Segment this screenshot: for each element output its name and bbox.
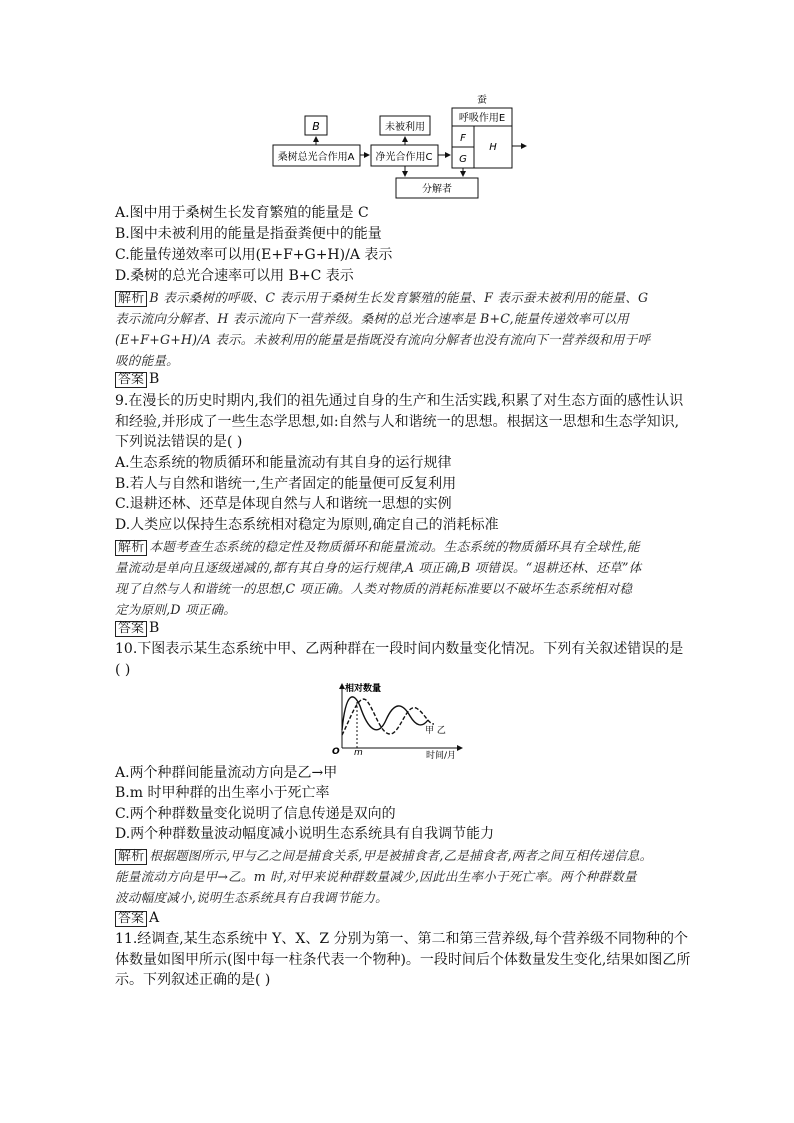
q9-answer	[115, 618, 159, 638]
q8-expl-line-2: 表示流向分解者、H 表示流向下一营养级。桑树的总光合速率是 B+C,能量传递效率可以用	[115, 311, 629, 326]
q8-option-d: D.桑树的总光合速率可以用 B+C 表示	[115, 268, 354, 284]
q8-option-b: B.图中未被利用的能量是指蚕粪便中的能量	[115, 226, 382, 242]
q9-explanation	[115, 536, 685, 620]
explanation-tag: 解析	[115, 291, 147, 307]
silkworm-label: 蚕	[477, 95, 487, 106]
q9-option-b: B.若人与自然和谐统一,生产者固定的能量便可反复利用	[115, 476, 457, 492]
answer-tag: 答案	[115, 621, 147, 637]
q8-expl-line-3: (E+F+G+H)/A 表示。未被利用的能量是指既没有流向分解者也没有流向下一营养级和用于呼	[115, 332, 651, 347]
x-axis-label: 时间/月	[426, 751, 457, 761]
q9-option-c: C.退耕还林、还草是体现自然与人和谐统一思想的实例	[115, 496, 452, 512]
q10-answer-value: A	[149, 910, 160, 926]
box-net-label: 净光合作用C	[375, 152, 433, 163]
q9-answer-value: B	[149, 620, 160, 636]
explanation-tag: 解析	[115, 540, 147, 556]
energy-flow-diagram	[270, 92, 530, 202]
explanation-tag: 解析	[115, 849, 147, 865]
box-resp-label: 呼吸作用E	[458, 113, 506, 124]
q9-expl-line-1: 本题考查生态系统的稳定性及物质循环和能量流动。生态系统的物质循环具有全球性,能	[149, 539, 640, 554]
q8-option-a: A.图中用于桑树生长发育繁殖的能量是 C	[115, 205, 369, 221]
q8-answer	[115, 369, 159, 389]
answer-tag: 答案	[115, 911, 147, 927]
y-axis-label: 相对数量	[345, 684, 382, 694]
q9-option-d: D.人类应以保持生态系统相对稳定为原则,确定自己的消耗标准	[115, 517, 499, 533]
q10-stem-line-1: 10.下图表示某生态系统中甲、乙两种群在一段时间内数量变化情况。下列有关叙述错误的是	[115, 641, 684, 657]
m-label: m	[354, 748, 363, 758]
q8-expl-line-1: B 表示桑树的呼吸、C 表示用于桑树生长发育繁殖的能量、F 表示蚕未被利用的能量、G	[149, 290, 649, 305]
q10-explanation	[115, 845, 685, 908]
q10-expl-line-1: 根据题图所示,甲与乙之间是捕食关系,甲是被捕食者,乙是捕食者,两者之间互相传递信息。	[149, 848, 653, 863]
q8-option-c: C.能量传递效率可以用(E+F+G+H)/A 表示	[115, 247, 393, 263]
box-unused-label: 未被利用	[385, 122, 425, 133]
q10-stem-line-2: ( )	[115, 662, 131, 678]
legend-label: 甲 乙	[425, 726, 446, 736]
box-f-label: F	[460, 133, 466, 144]
q8-explanation	[115, 287, 685, 371]
box-total-label: 桑树总光合作用A	[277, 152, 355, 163]
q10-expl-line-2: 能量流动方向是甲→乙。m 时,对甲来说种群数量减少,因此出生率小于死亡率。两个种群数量	[115, 869, 637, 884]
q10-option-b: B.m 时甲种群的出生率小于死亡率	[115, 785, 330, 801]
q10-option-c: C.两个种群数量变化说明了信息传递是双向的	[115, 806, 396, 822]
q8-answer-value: B	[149, 371, 160, 387]
box-b-label: B	[312, 120, 320, 133]
q10-expl-line-3: 波动幅度减小,说明生态系统具有自我调节能力。	[115, 890, 388, 905]
q11-stem-line-2: 体数量如图甲所示(图中每一柱条代表一个物种)。一段时间后个体数量发生变化,结果如图乙所	[115, 952, 691, 968]
q11-stem-line-1: 11.经调查,某生态系统中 Y、X、Z 分别为第一、第二和第三营养级,每个营养级不同物种的个	[115, 931, 688, 947]
q9-option-a: A.生态系统的物质循环和能量流动有其自身的运行规律	[115, 455, 452, 471]
q11-stem-line-3: 示。下列叙述正确的是( )	[115, 972, 271, 988]
q9-stem-line-2: 和经验,并形成了一些生态学思想,如:自然与人和谐统一的思想。根据这一思想和生态学知识,	[115, 414, 680, 430]
q9-stem-line-3: 下列说法错误的是( )	[115, 434, 243, 450]
box-decomposer-label: 分解者	[422, 184, 452, 195]
box-h-label: H	[489, 142, 497, 153]
q10-option-d: D.两个种群数量波动幅度减小说明生态系统具有自我调节能力	[115, 826, 495, 842]
q9-expl-line-2: 量流动是单向且逐级递减的,都有其自身的运行规律,A 项正确,B 项错误。“退耕还林、还草”体	[115, 560, 642, 575]
series-jia-curve	[342, 697, 428, 730]
q9-expl-line-4: 定为原则,D 项正确。	[115, 602, 237, 617]
box-g-label: G	[459, 154, 467, 165]
origin-label: O	[332, 747, 340, 757]
q9-expl-line-3: 现了自然与人和谐统一的思想,C 项正确。人类对物质的消耗标准要以不破坏生态系统相对稳	[115, 581, 633, 596]
q8-expl-line-4: 吸的能量。	[115, 353, 179, 368]
answer-tag: 答案	[115, 372, 147, 388]
q9-stem-line-1: 9.在漫长的历史时期内,我们的祖先通过自身的生产和生活实践,积累了对生态方面的感性认识	[115, 393, 684, 409]
q10-answer	[115, 908, 159, 928]
q10-option-a: A.两个种群间能量流动方向是乙→甲	[115, 765, 338, 781]
population-graph	[328, 680, 468, 762]
